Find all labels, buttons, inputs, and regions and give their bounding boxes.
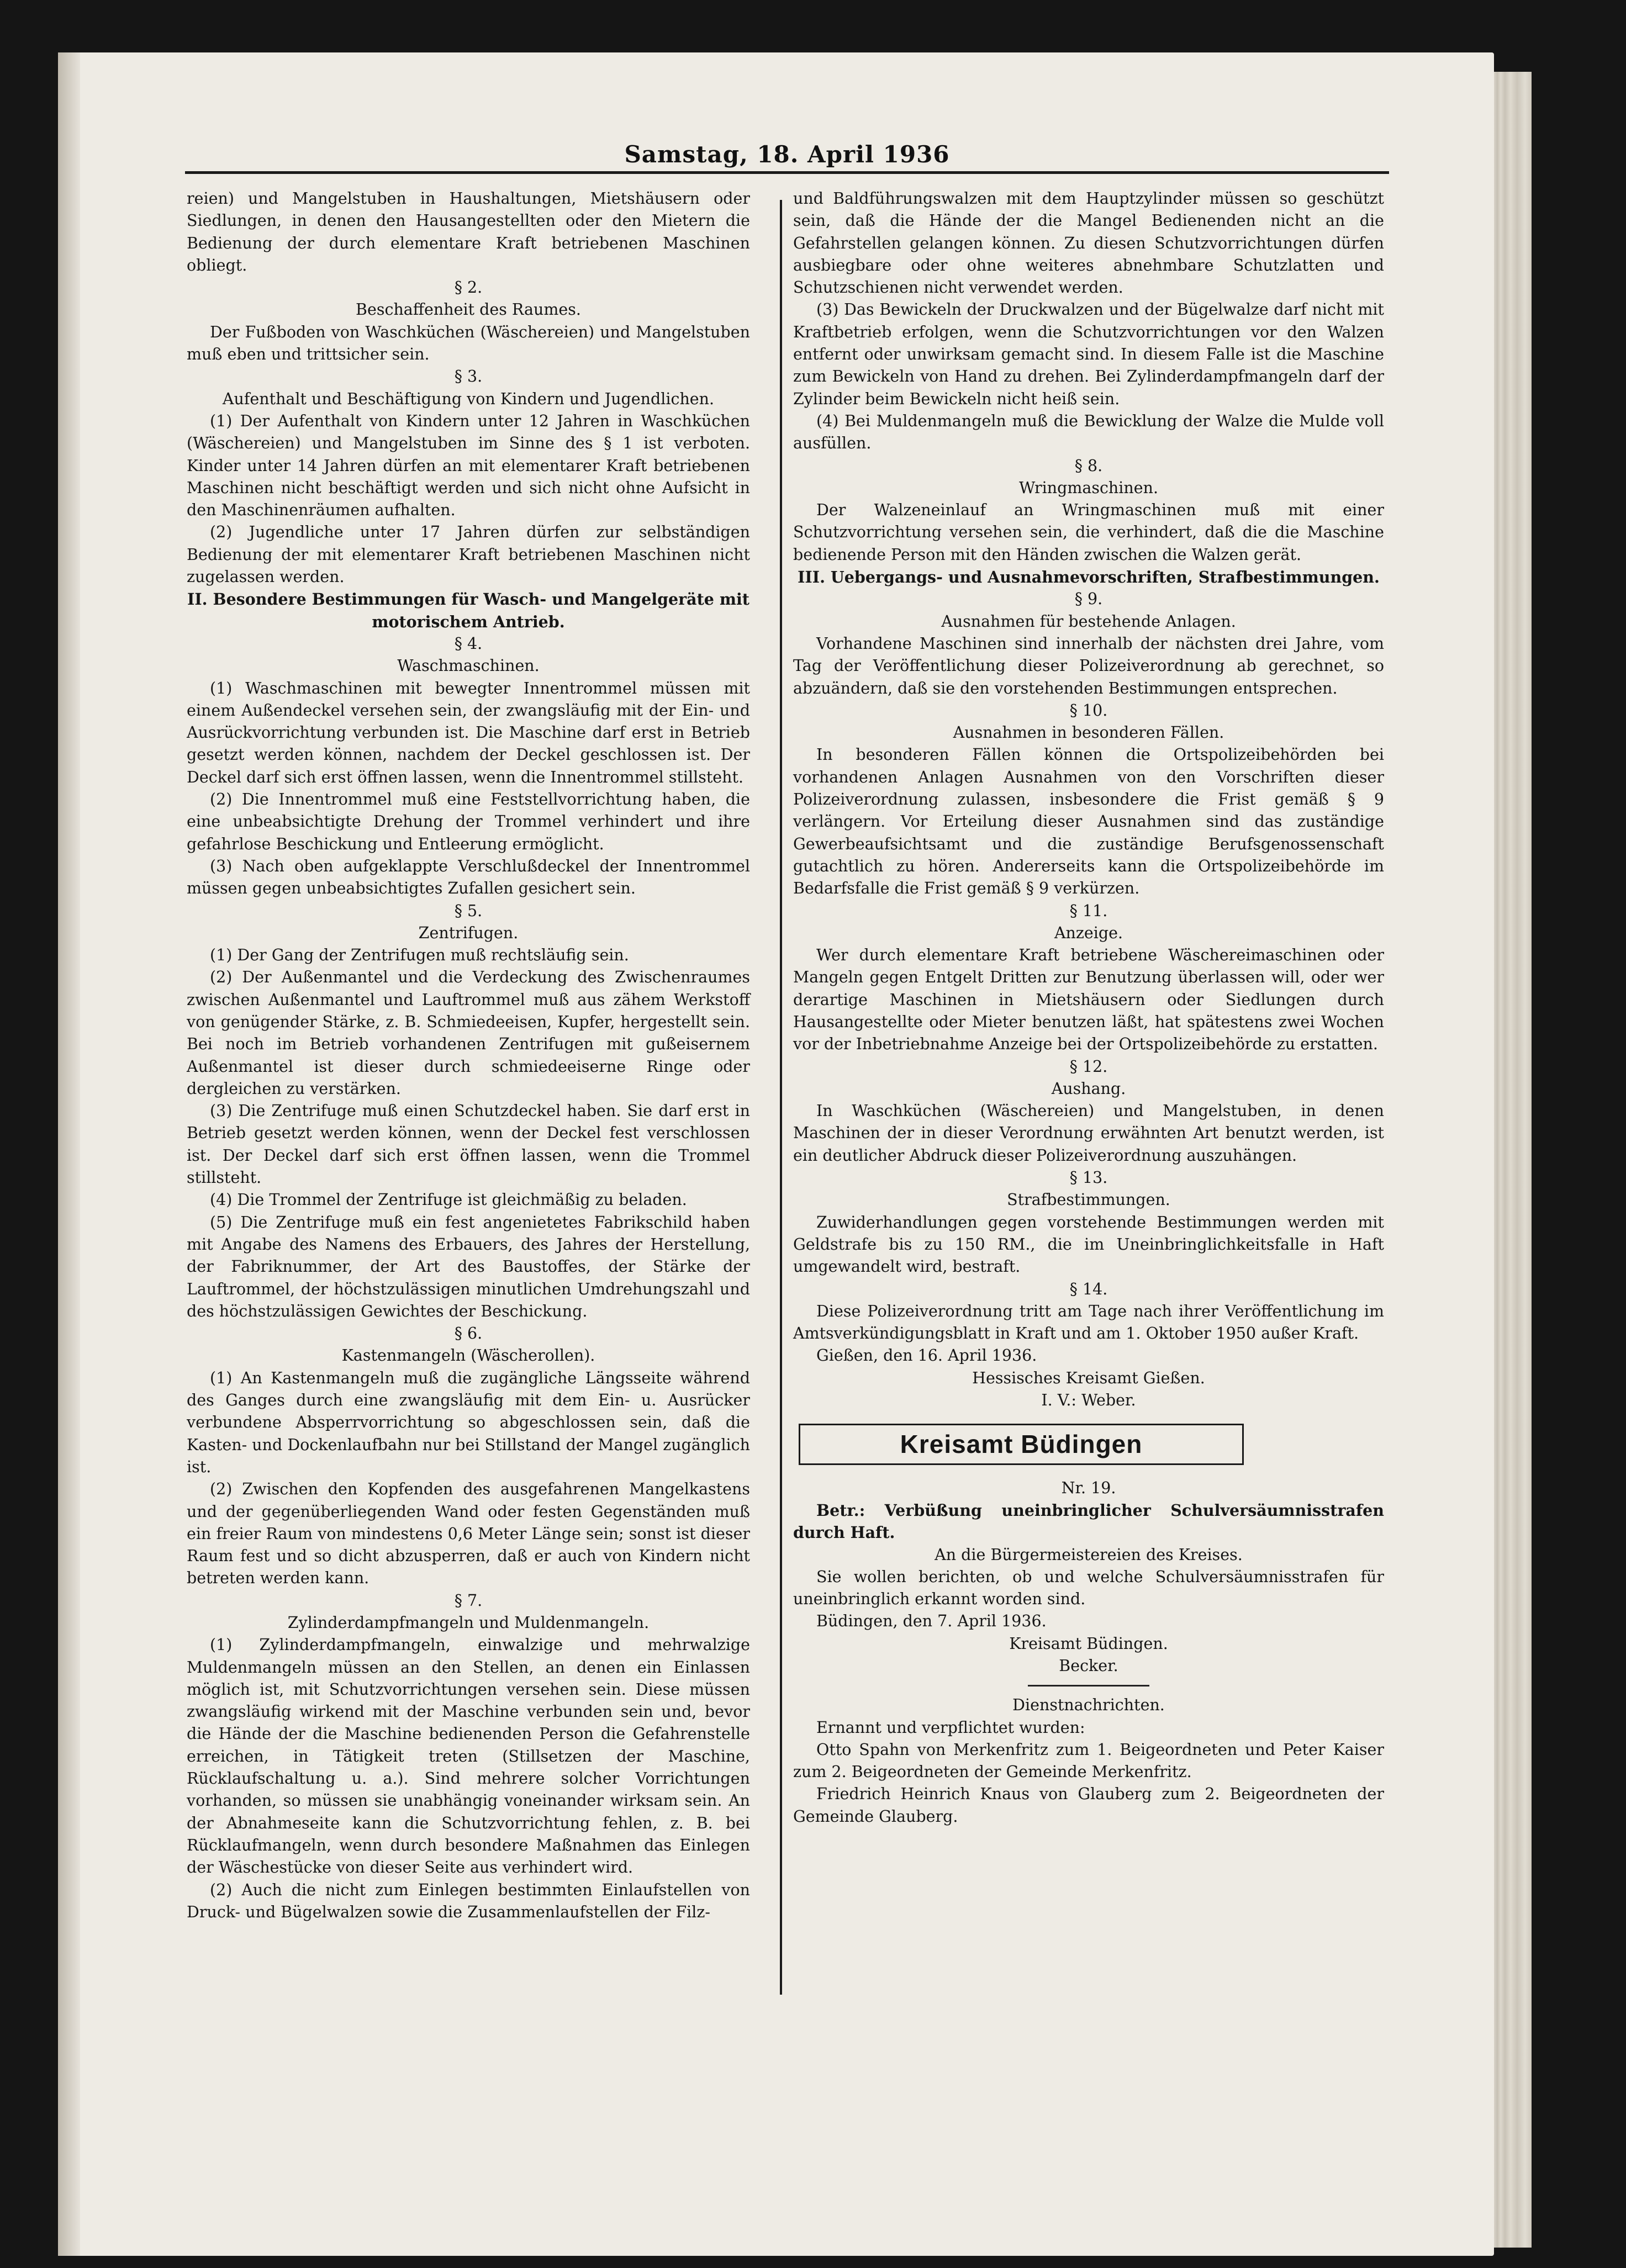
paragraph: (5) Die Zentrifuge muß ein fest angenietetes Fabrikschild haben mit Angabe des Namens des Erbauers, des Jahres der Herstellung, der Fabriknummer, der Art des Baustoffes, der Stärke der Lauftrommel, der höchstzulässigen minutlichen Umdrehungszahl und des höchstzulässigen Gewichtes der Beschickung. (187, 1213, 750, 1320)
paragraph: Büdingen, den 7. April 1936. (816, 1612, 1047, 1631)
paragraph: Zuwiderhandlungen gegen vorstehende Bestimmungen werden mit Geldstrafe bis zu 150 RM., die im Uneinbringlichkeitsfalle in Haft umgewandelt wird, bestraft. (793, 1213, 1384, 1276)
section-heading: § 9. (1074, 590, 1103, 609)
section-heading: § 5. (454, 901, 483, 920)
paragraph: (2) Die Innentrommel muß eine Feststellvorrichtung haben, die eine unbeabsichtigte Drehung der Trommel verhindert und ihre gefahrlose Beschickung und Entleerung ermöglicht. (187, 790, 750, 853)
paragraph: (2) Der Außenmantel und die Verdeckung des Zwischenraumes zwischen Außenmantel und Lauftrommel muß aus zähem Werkstoff von genügender Stärke, z. B. Schmiedeeisen, Kupfer, hergestellt sein. Bei noch im Betrieb vorhandenen Zentrifugen mit gußeisernem Außenmantel ist dieser durch schmiedeeiserne Ringe oder dergleichen zu verstärken. (187, 968, 750, 1098)
section-heading: § 14. (1069, 1280, 1108, 1298)
paragraph: (1) Zylinderdampfmangeln, einwalzige und mehrwalzige Muldenmangeln müssen an den Stellen, an denen ein Einlassen möglich ist, mit Schutzvorrichtungen versehen sein. Diese müssen zwangsläufig wirkend mit der Maschine verbunden sein und, bevor die Hände der die Maschine bedienenden Person die Gefahrenstelle erreichen, in Tätigkeit treten (Stillsetzen der Maschine, Rücklaufschaltung u. a.). Sind mehrere solcher Vorrichtungen vorhanden, so müssen sie unabhängig voneinander wirksam sein. An der Abnahmeseite kann die Schutzvorrichtung fehlen, z. B. bei Rücklaufmangeln, wenn durch besondere Maßnahmen das Einlegen der Wäschestücke von dieser Seite aus verhindert wird. (187, 1636, 750, 1877)
section-heading: I. V.: Weber. (1041, 1391, 1136, 1410)
section-heading: Hessisches Kreisamt Gießen. (972, 1368, 1205, 1387)
section-heading: § 7. (454, 1591, 483, 1610)
paragraph: Sie wollen berichten, ob und welche Schulversäumnisstrafen für uneinbringlich erkannt worden sind. (793, 1567, 1384, 1609)
paragraph: (3) Die Zentrifuge muß einen Schutzdeckel haben. Sie darf erst in Betrieb gesetzt werden können, wenn der Deckel fest verschlossen ist. Der Deckel darf sich erst öffnen lassen, wenn die Trommel stillsteht. (187, 1102, 750, 1187)
paragraph: Der Fußboden von Waschküchen (Wäschereien) und Mangelstuben muß eben und trittsicher sein. (187, 323, 750, 364)
paragraph: In besonderen Fällen können die Ortspolizeibehörden bei vorhandenen Anlagen Ausnahmen von den Vorschriften dieser Polizeiverordnung zulassen, insbesondere die Frist gemäß § 9 verlängern. Vor Erteilung dieser Ausnahmen sind das zuständige Gewerbeaufsichtsamt und die zuständige Berufsgenossenschaft gutachtlich zu hören. Andererseits kann die Ortspolizeibehörde im Bedarfsfalle die Frist gemäß § 9 verkürzen. (793, 746, 1384, 898)
column-divider (780, 200, 782, 1995)
section-heading: Ausnahmen für bestehende Anlagen. (941, 612, 1236, 631)
paragraph: In Waschküchen (Wäschereien) und Mangelstuben, in denen Maschinen der in dieser Verordnung erwähnten Art benutzt werden, ist ein deutlicher Abdruck dieser Polizeiverordnung auszuhängen. (793, 1102, 1384, 1165)
paragraph: (1) Der Aufenthalt von Kindern unter 12 Jahren in Waschküchen (Wäschereien) und Mangelstuben im Sinne des § 1 ist verboten. Kinder unter 14 Jahren dürfen an mit elementarer Kraft betriebenen Maschinen nicht beschäftigt werden und sich nicht ohne Aufsicht in den Maschinenräumen aufhalten. (187, 411, 750, 520)
section-heading: § 8. (1074, 456, 1103, 475)
section-divider (1028, 1685, 1149, 1687)
page-header-date: Samstag, 18. April 1936 (624, 141, 950, 168)
right-column (793, 188, 1384, 1828)
part-heading: III. Uebergangs- und Ausnahmevorschriften, Strafbestimmungen. (798, 568, 1380, 587)
part-heading: II. Besondere Bestimmungen für Wasch- und Mangelgeräte mit motorischem Antrieb. (187, 590, 749, 631)
paragraph: (2) Jugendliche unter 17 Jahren dürfen zur selbständigen Bedienung der mit elementarer Kraft betriebenen Maschinen nicht zugelassen werden. (187, 523, 750, 586)
paragraph: (4) Bei Muldenmangeln muß die Bewicklung der Walze die Mulde voll ausfüllen. (793, 411, 1384, 453)
page-stack-edge (1494, 72, 1532, 2248)
section-heading: Kastenmangeln (Wäscherollen). (341, 1346, 595, 1365)
paragraph: Otto Spahn von Merkenfritz zum 1. Beigeordneten und Peter Kaiser zum 2. Beigeordneten der Gemeinde Merkenfritz. (793, 1740, 1384, 1781)
paragraph: (1) Waschmaschinen mit bewegter Innentrommel müssen mit einem Außendeckel versehen sein, der zwangsläufig mit der Ein- und Ausrückvorrichtung verbunden ist. Die Maschine darf erst in Betrieb gesetzt werden können, nachdem der Deckel geschlossen ist. Der Deckel darf sich erst öffnen lassen, wenn die Innentrommel stillsteht. (187, 679, 750, 786)
paragraph: (4) Die Trommel der Zentrifuge ist gleichmäßig zu beladen. (210, 1191, 687, 1209)
paragraph: Ernannt und verpflichtet wurden: (816, 1718, 1085, 1737)
section-heading: Ausnahmen in besonderen Fällen. (953, 723, 1224, 742)
section-heading: Waschmaschinen. (397, 657, 540, 675)
section-heading: Strafbestimmungen. (1007, 1191, 1170, 1209)
section-heading: Anzeige. (1054, 923, 1123, 942)
paragraph: (3) Das Bewickeln der Druckwalzen und der Bügelwalze darf nicht mit Kraftbetrieb erfolgen, wenn die Schutzvorrichtungen vor den Walzen entfernt oder unwirksam gemacht sind. In diesem Falle ist die Maschine zum Bewickeln von Hand zu drehen. Bei Zylinderdampfmangeln darf der Zylinder beim Bewickeln nicht heiß sein. (793, 300, 1384, 408)
left-column (187, 188, 750, 1923)
section-heading: § 4. (454, 634, 483, 653)
section-heading: § 13. (1069, 1169, 1108, 1187)
paragraph: Der Walzeneinlauf an Wringmaschinen muß mit einer Schutzvorrichtung versehen sein, die verhindert, daß die die Maschine bedienende Person mit den Händen zwischen die Walzen gerät. (793, 501, 1384, 564)
paragraph: reien) und Mangelstuben in Haushaltungen, Mietshäusern oder Siedlungen, in denen den Hausangestellten oder den Mietern die Bedienung der durch elementare Kraft betriebenen Maschinen obliegt. (187, 189, 750, 274)
section-heading: Wringmaschinen. (1018, 478, 1159, 497)
section-heading: Zylinderdampfmangeln und Muldenmangeln. (287, 1614, 650, 1632)
paragraph: Vorhandene Maschinen sind innerhalb der nächsten drei Jahre, vom Tag der Veröffentlichung dieser Polizeiverordnung ab gerechnet, so abzuändern, daß sie den vorstehenden Bestimmungen entsprechen. (793, 634, 1384, 697)
section-heading: § 11. (1069, 901, 1108, 920)
kreisamt-heading-box: Kreisamt Büdingen (799, 1424, 1244, 1465)
page-binding-shadow (58, 52, 80, 2256)
paragraph: und Baldführungswalzen mit dem Hauptzylinder müssen so geschützt sein, daß die Hände der die Mangel Bedienenden nicht an die Gefahrstellen gelangen können. Zu diesen Schutzvorrichtungen dürfen ausbiegbare oder ohne weiteres abnehmbare Schutzlatten und Schutzschienen nicht verwendet werden. (793, 189, 1384, 297)
paragraph: Friedrich Heinrich Knaus von Glauberg zum 2. Beigeordneten der Gemeinde Glauberg. (793, 1785, 1384, 1826)
paragraph: (1) Der Gang der Zentrifugen muß rechtsläufig sein. (210, 946, 629, 965)
paragraph: (2) Auch die nicht zum Einlegen bestimmten Einlaufstellen von Druck- und Bügelwalzen sowie die Zusammenlaufstellen der Filz- (187, 1880, 750, 1921)
paragraph: Gießen, den 16. April 1936. (816, 1346, 1037, 1365)
paragraph: (3) Nach oben aufgeklappte Verschlußdeckel der Innentrommel müssen gegen unbeabsichtigtes Zufallen gesichert sein. (187, 857, 750, 898)
paragraph: Wer durch elementare Kraft betriebene Wäschereimaschinen oder Mangeln gegen Entgelt Dritten zur Benutzung überlassen will, oder wer derartige Maschinen in Mietshäusern oder Siedlungen durch Hausangestellte oder Mieter benutzen läßt, hat spätestens zwei Wochen vor der Inbetriebnahme Anzeige bei der Ortspolizeibehörde zu erstatten. (793, 946, 1384, 1054)
paragraph: (2) Zwischen den Kopfenden des ausgefahrenen Mangelkastens und der gegenüberliegenden Wand oder festen Gegenständen muß ein freier Raum von mindestens 0,6 Meter Länge sein; sonst ist dieser Raum fest und so dicht abzusperren, daß er auch von Kindern nicht betreten werden kann. (187, 1480, 750, 1588)
section-heading: Zentrifugen. (418, 923, 519, 942)
section-heading: Beschaffenheit des Raumes. (356, 300, 581, 319)
paragraph: Diese Polizeiverordnung tritt am Tage nach ihrer Veröffentlichung im Amtsverkündigungsblatt in Kraft und am 1. Oktober 1950 außer Kraft. (793, 1302, 1384, 1343)
paragraph: (1) An Kastenmangeln muß die zugängliche Längsseite während des Ganges durch eine zwangsläufig mit dem Ein- u. Ausrücker verbundene Absperrvorrichtung so abgeschlossen sein, daß die Kasten- und Dockenlaufbahn nur bei Stillstand der Mangel zugänglich ist. (187, 1368, 750, 1476)
section-heading: § 12. (1069, 1057, 1108, 1076)
section-heading: § 10. (1069, 701, 1108, 720)
header-rule (185, 171, 1389, 174)
subject-line: Betr.: Verbüßung uneinbringlicher Schulversäumnisstrafen durch Haft. (793, 1500, 1384, 1542)
section-heading: An die Bürgermeistereien des Kreises. (935, 1545, 1243, 1564)
section-heading: Kreisamt Büdingen. (1009, 1634, 1168, 1653)
section-heading: Aufenthalt und Beschäftigung von Kindern und Jugendlichen. (222, 389, 715, 408)
section-heading: Dienstnachrichten. (1012, 1696, 1165, 1715)
section-heading: § 2. (454, 278, 483, 297)
section-heading: Becker. (1059, 1657, 1118, 1675)
section-heading: Aushang. (1051, 1079, 1126, 1098)
section-heading: Nr. 19. (1061, 1478, 1116, 1497)
section-heading: § 6. (454, 1324, 483, 1343)
section-heading: § 3. (454, 367, 483, 386)
